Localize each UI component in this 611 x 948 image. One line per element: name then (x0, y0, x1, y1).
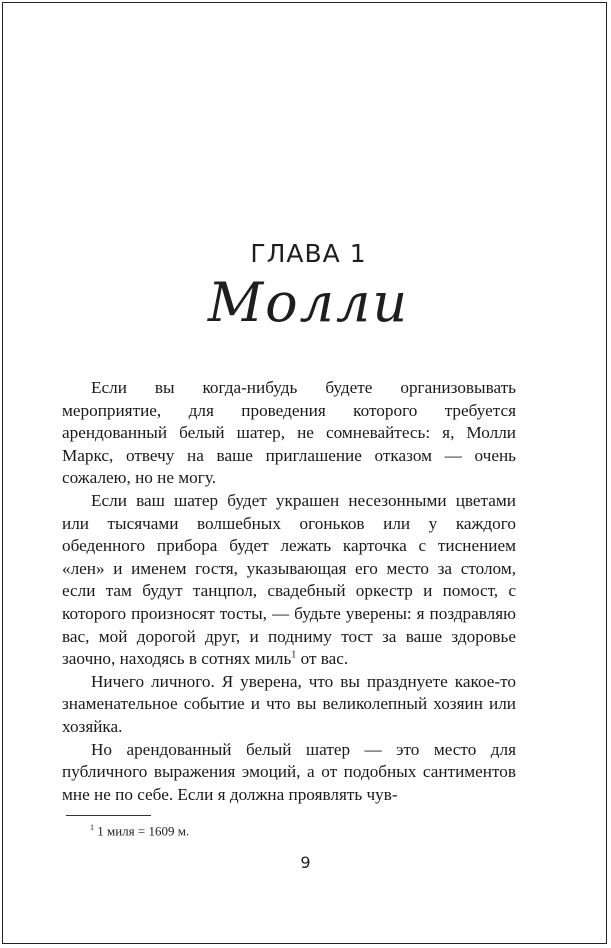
footnote-ref[interactable]: 1 (291, 649, 297, 661)
paragraph: Ничего личного. Я уверена, что вы празднуете какое-то знаменательное событие и что вы великолепный хозяин или хозяйка. (62, 671, 516, 736)
footnote-text: 1 миля = 1609 м. (94, 823, 190, 839)
footnote-marker: 1 (90, 823, 94, 832)
page-number: 9 (300, 853, 311, 872)
paragraph: Если вы когда-нибудь будете организовывать мероприятие, для проведения которого требуется арендованный белый шатер, не сомневайтесь: я, Молли Маркс, отвечу на ваше приглашение отказом — очень сожалею, но не могу. (62, 378, 516, 488)
footnote-divider (66, 815, 151, 816)
body-text (62, 377, 516, 806)
paragraph: Но арендованный белый шатер — это место для публичного выражения эмоций, а от подобных сантиментов мне не по себе. Если я должна проявлять чув- (62, 739, 516, 804)
footnote (90, 823, 189, 839)
chapter-label: ГЛАВА 1 (250, 239, 367, 268)
paragraph: Если ваш шатер будет украшен несезонными цветами или тысячами волшебных огоньков или у каждого обеденного прибора будет лежать карточка с тиснением «лен» и именем гостя, указывающая его место за столом, если там будут танцпол, свадебный оркестр и помост, с которого произносят тосты, — будьте уверены: я поздравляю вас, мой дорогой друг, и подниму тост за ваше здоровье заочно, находясь в сотнях миль$^1$ от вас. (62, 490, 516, 669)
chapter-title: Молли (207, 271, 410, 334)
